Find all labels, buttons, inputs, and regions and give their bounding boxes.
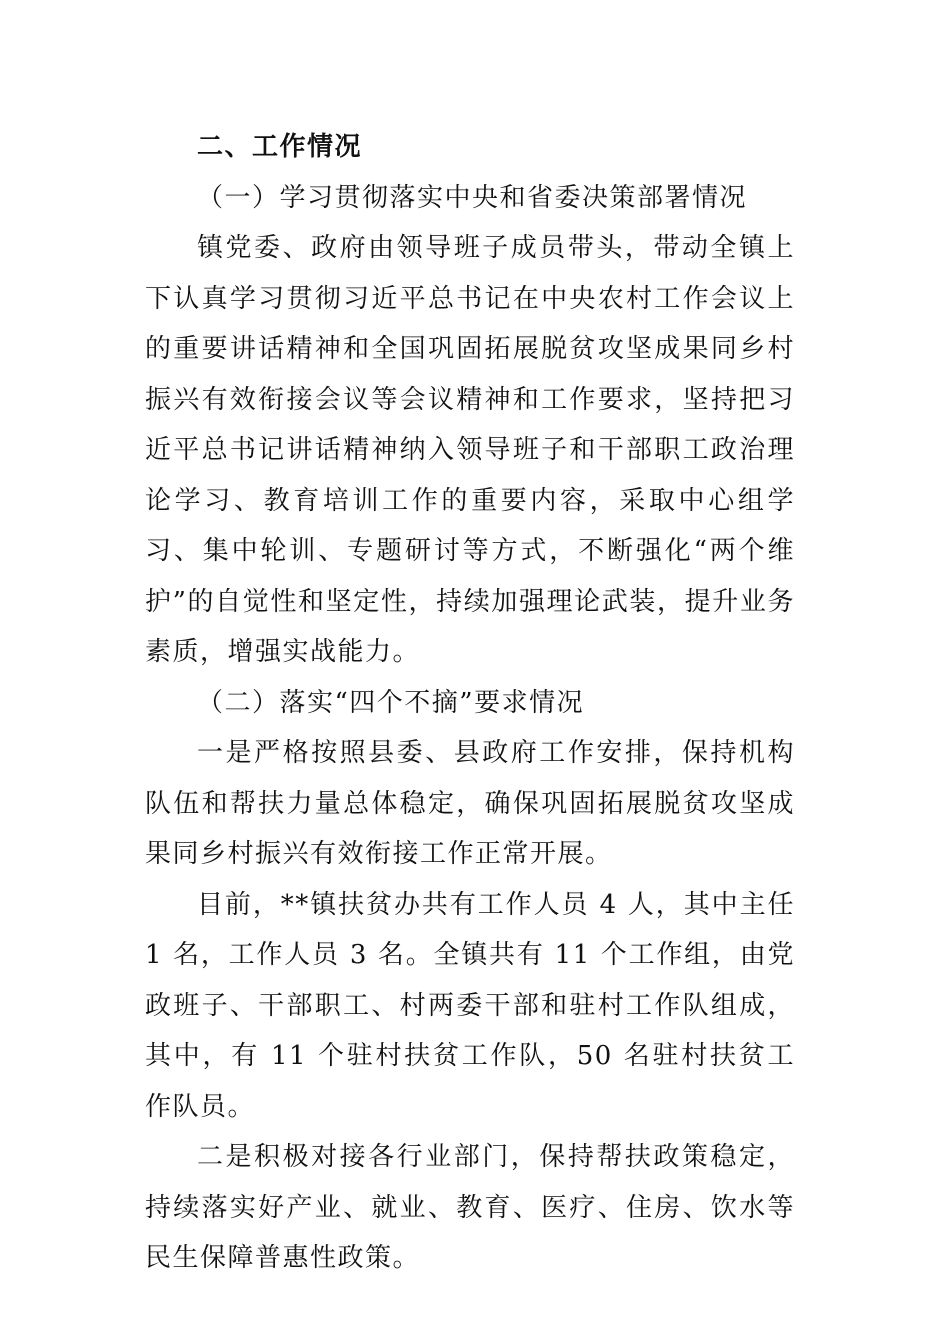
- paragraph-policy-stability: 二是积极对接各行业部门，保持帮扶政策稳定，持续落实好产业、就业、教育、医疗、住房、饮水等民生保障普惠性政策。: [145, 1142, 795, 1273]
- paragraph-study-implementation: 镇党委、政府由领导班子成员带头，带动全镇上下认真学习贯彻习近平总书记在中央农村工作会议上的重要讲话精神和全国巩固拓展脱贫攻坚成果同乡村振兴有效衔接会议等会议精神和工作要求，坚持把习近平总书记讲话精神纳入领导班子和干部职工政治理论学习、教育培训工作的重要内容，采取中心组学习、集中轮训、专题研讨等方式，不断强化“两个维护”的自觉性和坚定性，持续加强理论武装，提升业务素质，增强实战能力。: [145, 233, 795, 667]
- section-heading: 二、工作情况: [197, 132, 363, 162]
- document-body: [145, 122, 795, 1284]
- subsection-heading-2: （二）落实“四个不摘”要求情况: [197, 687, 585, 718]
- subsection-heading-1: （一）学习贯彻落实中央和省委决策部署情况: [197, 182, 748, 213]
- paragraph-staffing: 目前，**镇扶贫办共有工作人员 4 人，其中主任 1 名，工作人员 3 名。全镇共有 11 个工作组，由党政班子、干部职工、村两委干部和驻村工作队组成，其中，有 11 个驻村扶贫工作队，50 名驻村扶贫工作队员。: [145, 889, 795, 1122]
- paragraph-institution-stability: 一是严格按照县委、县政府工作安排，保持机构队伍和帮扶力量总体稳定，确保巩固拓展脱贫攻坚成果同乡村振兴有效衔接工作正常开展。: [145, 738, 795, 869]
